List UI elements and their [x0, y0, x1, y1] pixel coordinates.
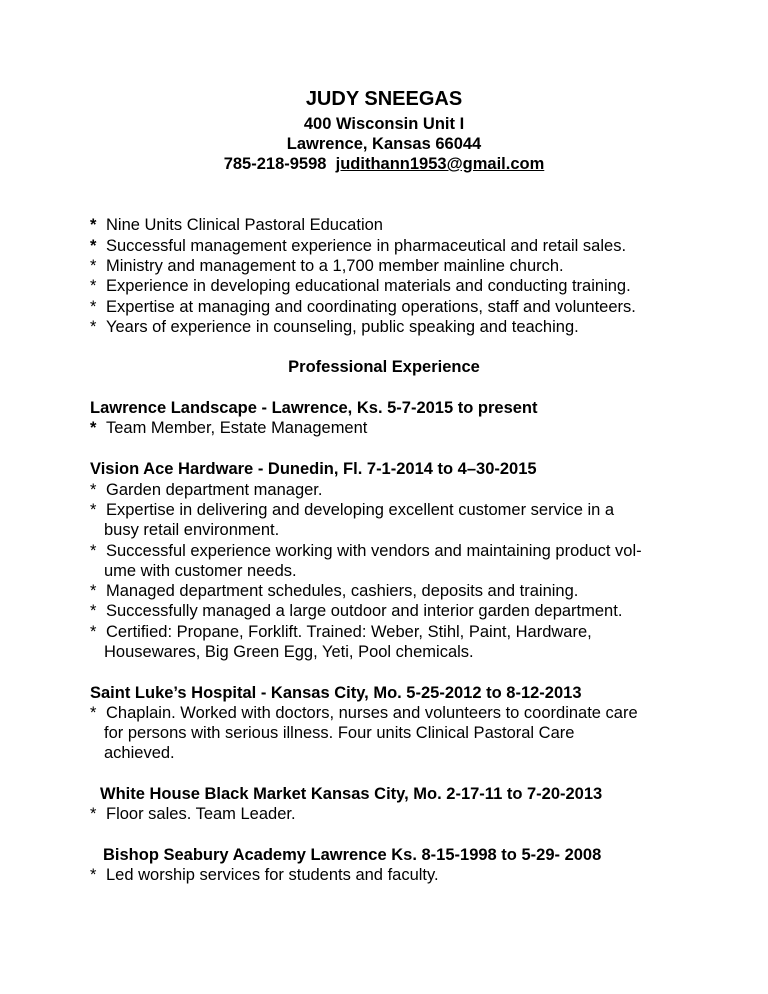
address-line-1: 400 Wisconsin Unit I — [303, 115, 465, 133]
bullet-star: * — [90, 257, 97, 275]
bullet-star: * — [90, 216, 97, 234]
summary-item: * Expertise at managing and coordinating operations, staff and volunteers. — [90, 298, 636, 316]
job-bullet-continuation: Housewares, Big Green Egg, Yeti, Pool chemicals. — [104, 643, 474, 661]
summary-item: * Nine Units Clinical Pastoral Education — [90, 216, 383, 234]
phone-number: 785-218-9598 — [223, 155, 327, 173]
bullet-star: * — [90, 277, 97, 295]
job-title: Lawrence Landscape - Lawrence, Ks. 5-7-2015 to present — [90, 399, 538, 417]
bullet-star: * — [90, 866, 97, 884]
candidate-name: JUDY SNEEGAS — [305, 88, 463, 110]
job-bullet-continuation: achieved. — [104, 744, 175, 762]
section-title: Professional Experience — [288, 358, 480, 376]
job-bullet: * Led worship services for students and faculty. — [90, 866, 439, 884]
summary-item: * Ministry and management to a 1,700 member mainline church. — [90, 257, 564, 275]
bullet-star: * — [90, 623, 97, 641]
job-bullet: * Floor sales. Team Leader. — [90, 805, 296, 823]
job-bullet-continuation: busy retail environment. — [104, 521, 280, 539]
bullet-star: * — [90, 805, 97, 823]
job-title: Saint Luke’s Hospital - Kansas City, Mo. 5-25-2012 to 8-12-2013 — [90, 684, 582, 702]
bullet-star: * — [90, 704, 97, 722]
summary-item: * Years of experience in counseling, public speaking and teaching. — [90, 318, 579, 336]
job-bullet: * Managed department schedules, cashiers, deposits and training. — [90, 582, 579, 600]
summary-item: * Experience in developing educational materials and conducting training. — [90, 277, 631, 295]
job-bullet: * Expertise in delivering and developing excellent customer service in a — [90, 501, 615, 519]
bullet-star: * — [90, 237, 97, 255]
job-bullet: * Certified: Propane, Forklift. Trained: Weber, Stihl, Paint, Hardware, — [90, 623, 592, 641]
summary-item: * Successful management experience in pharmaceutical and retail sales. — [90, 237, 627, 255]
bullet-star: * — [90, 602, 97, 620]
job-title: Bishop Seabury Academy Lawrence Ks. 8-15-1998 to 5-29- 2008 — [103, 846, 602, 864]
bullet-star: * — [90, 318, 97, 336]
job-bullet: * Chaplain. Worked with doctors, nurses and volunteers to coordinate care — [90, 704, 638, 722]
job-bullet: * Successfully managed a large outdoor and interior garden department. — [90, 602, 623, 620]
bullet-star: * — [90, 298, 97, 316]
contact-line — [0, 155, 768, 174]
job-title: White House Black Market Kansas City, Mo. 2-17-11 to 7-20-2013 — [100, 785, 603, 803]
job-bullet: * Garden department manager. — [90, 481, 323, 499]
bullet-star: * — [90, 542, 97, 560]
bullet-star: * — [90, 582, 97, 600]
email-link[interactable]: judithann1953@gmail.com — [335, 155, 545, 173]
bullet-star: * — [90, 481, 97, 499]
job-bullet: * Successful experience working with vendors and maintaining product vol- — [90, 542, 642, 560]
job-bullet-continuation: ume with customer needs. — [104, 562, 297, 580]
bullet-star: * — [90, 419, 97, 437]
job-title: Vision Ace Hardware - Dunedin, Fl. 7-1-2014 to 4–30-2015 — [90, 460, 537, 478]
address-line-2: Lawrence, Kansas 66044 — [286, 135, 482, 153]
job-bullet: * Team Member, Estate Management — [90, 419, 368, 437]
bullet-star: * — [90, 501, 97, 519]
job-bullet-continuation: for persons with serious illness. Four units Clinical Pastoral Care — [104, 724, 575, 742]
